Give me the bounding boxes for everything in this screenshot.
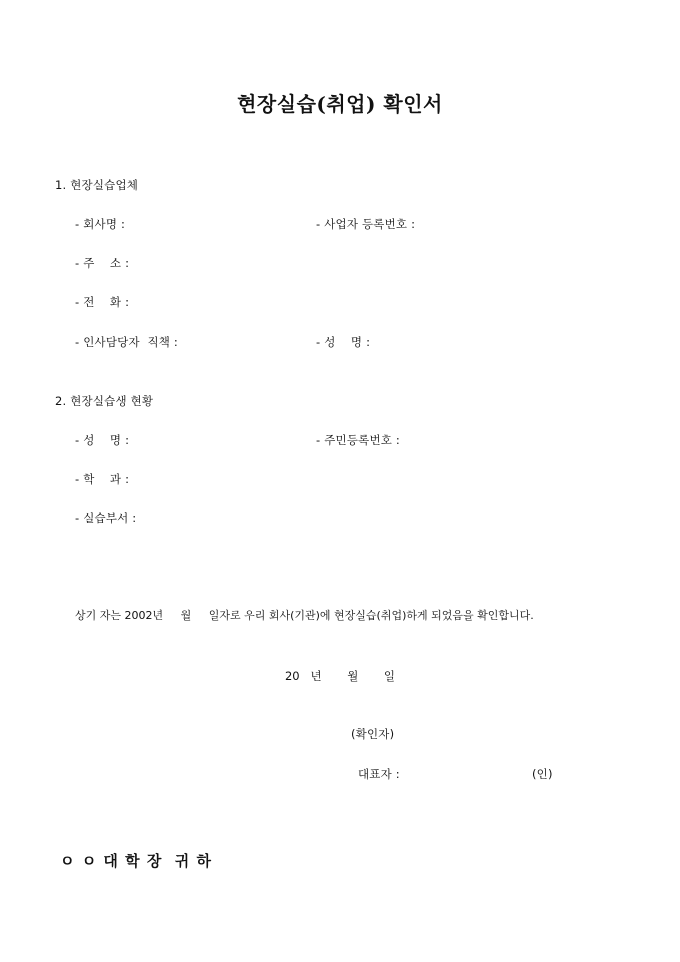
manager-name-label: - 성 명 : (316, 335, 371, 349)
company-name-label: - 회사명 : (75, 217, 126, 231)
representative-label: 대표자 : (358, 767, 400, 781)
hr-manager-label: - 인사담당자 직책 : (75, 335, 179, 349)
intern-dept-label: - 실습부서 : (75, 511, 137, 525)
date-line: 20 년 월 일 (284, 669, 396, 683)
department-label: - 학 과 : (75, 472, 130, 486)
recipient-line: ㅇ ㅇ 대 학 장 귀 하 (60, 852, 212, 870)
confirmer-label: (확인자) (351, 727, 395, 741)
phone-label: - 전 화 : (75, 295, 130, 309)
section1-heading: 1. 현장실습업체 (55, 178, 139, 192)
document-title: 현장실습(취업) 확인서 (237, 92, 443, 116)
student-name-label: - 성 명 : (75, 433, 130, 447)
seal-label: (인) (532, 767, 553, 781)
resident-reg-label: - 주민등록번호 : (316, 433, 400, 447)
address-label: - 주 소 : (75, 256, 130, 270)
section2-heading: 2. 현장실습생 현황 (55, 394, 154, 408)
business-reg-label: - 사업자 등록번호 : (316, 217, 416, 231)
confirmation-text: 상기 자는 2002년 월 일자로 우리 회사(기관)에 현장실습(취업)하게 되었음을 확인합니다. (75, 609, 534, 622)
